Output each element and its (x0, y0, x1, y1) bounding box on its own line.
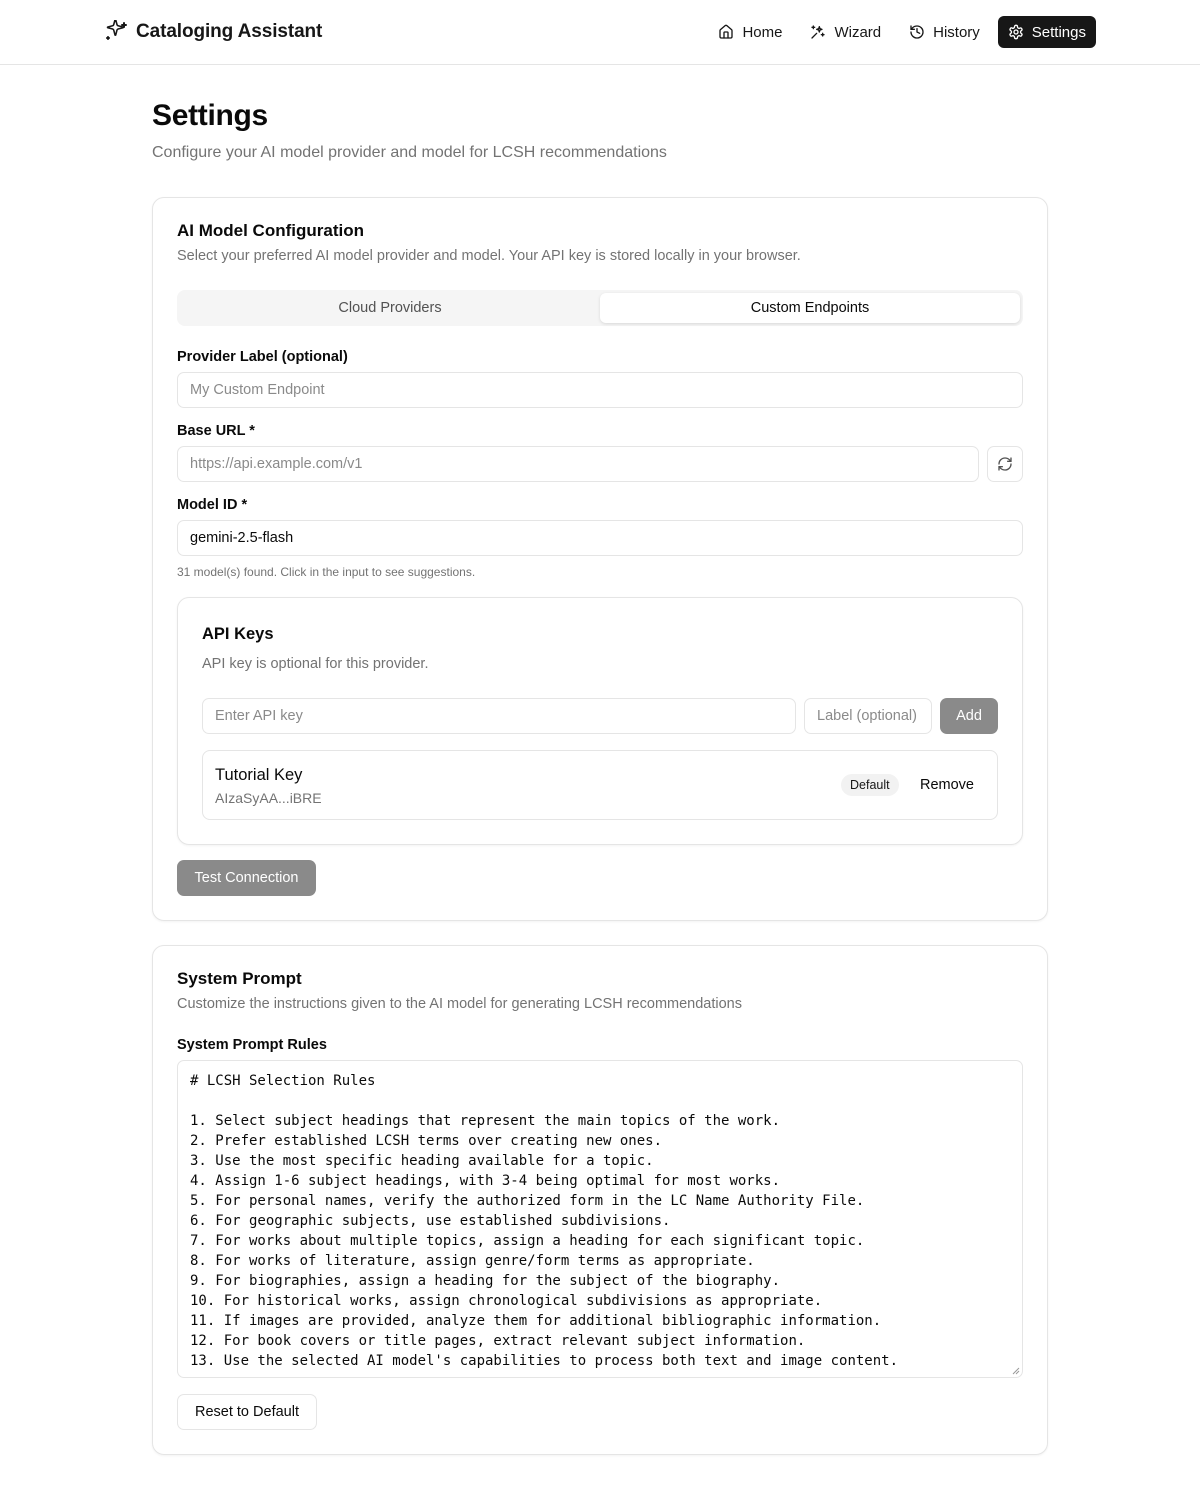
page-subtitle: Configure your AI model provider and model for LCSH recommendations (152, 144, 667, 161)
system-prompt-textarea[interactable] (177, 1060, 1023, 1378)
provider-label-label: Provider Label (optional) (177, 349, 348, 365)
nav-wizard-label: Wizard (834, 23, 882, 41)
api-keys-panel (177, 597, 1023, 845)
refresh-models-button[interactable] (987, 446, 1023, 482)
tab-custom-endpoints[interactable]: Custom Endpoints (600, 293, 1020, 323)
prompt-line: 5. For personal names, verify the authorized form in the LC Name Authority File. (190, 1193, 865, 1209)
prompt-line (190, 1091, 1010, 1111)
system-prompt-description: Customize the instructions given to the AI model for generating LCSH recommendations (177, 996, 742, 1012)
base-url-placeholder: https://api.example.com/v1 (190, 456, 363, 472)
prompt-line: 1. Select subject headings that represent the main topics of the work. (190, 1113, 781, 1129)
nav-settings-label: Settings (1031, 23, 1086, 41)
model-config-description: Select your preferred AI model provider and model. Your API key is stored locally in your browser. (177, 248, 801, 264)
test-connection-button[interactable]: Test Connection (177, 860, 316, 896)
prompt-line: 11. If images are provided, analyze them for additional bibliographic information. (190, 1313, 882, 1329)
api-key-label-input[interactable] (804, 698, 932, 734)
prompt-line: 4. Assign 1-6 subject headings, with 3-4 being optimal for most works. (190, 1173, 781, 1189)
prompt-line: 2. Prefer established LCSH terms over creating new ones. (190, 1133, 663, 1149)
prompt-line: 7. For works about multiple topics, assign a heading for each significant topic. (190, 1233, 865, 1249)
app-title: Cataloging Assistant (136, 21, 323, 42)
model-id-hint: 31 model(s) found. Click in the input to see suggestions. (177, 565, 476, 579)
resize-handle-icon[interactable] (1012, 1367, 1020, 1375)
add-key-button[interactable]: Add (940, 698, 998, 734)
wand-sparkles-icon (810, 24, 826, 40)
nav-settings[interactable] (998, 16, 1096, 48)
remove-key-button[interactable]: Remove (920, 777, 974, 793)
api-key-label-placeholder: Label (optional) (817, 708, 917, 724)
page-title: Settings (152, 99, 268, 132)
default-badge: Default (841, 774, 899, 796)
prompt-line: 12. For book covers or title pages, extract relevant subject information. (190, 1333, 806, 1349)
model-id-value: gemini-2.5-flash (190, 530, 294, 546)
api-keys-description: API key is optional for this provider. (202, 656, 429, 672)
system-prompt-rules-label: System Prompt Rules (177, 1037, 327, 1053)
api-key-placeholder: Enter API key (215, 708, 303, 724)
home-icon (718, 24, 734, 40)
prompt-line: 6. For geographic subjects, use established subdivisions. (190, 1213, 671, 1229)
model-config-card (152, 197, 1048, 921)
page-header (152, 96, 1048, 162)
api-key-input[interactable] (202, 698, 796, 734)
prompt-line: 10. For historical works, assign chronological subdivisions as appropriate. (190, 1293, 823, 1309)
nav-home[interactable] (708, 16, 792, 48)
base-url-label: Base URL * (177, 423, 255, 439)
top-bar (0, 0, 1200, 65)
prompt-line: 8. For works of literature, assign genre/form terms as appropriate. (190, 1253, 755, 1269)
reset-to-default-button[interactable]: Reset to Default (177, 1394, 317, 1430)
tab-cloud-providers[interactable]: Cloud Providers (338, 300, 442, 316)
refresh-icon (997, 456, 1013, 472)
model-id-label: Model ID * (177, 497, 248, 513)
base-url-input[interactable] (177, 446, 979, 482)
brand[interactable] (104, 19, 322, 45)
prompt-line: # LCSH Selection Rules (190, 1073, 376, 1089)
history-icon (909, 24, 925, 40)
api-keys-title: API Keys (202, 625, 274, 643)
prompt-line: 13. Use the selected AI model's capabilities to process both text and image content. (190, 1353, 899, 1369)
nav-wizard[interactable] (800, 16, 891, 48)
nav-home-label: Home (742, 23, 783, 41)
nav-history-label: History (933, 23, 980, 41)
api-key-masked-value: AIzaSyAA...iBRE (215, 790, 322, 806)
model-id-input[interactable] (177, 520, 1023, 556)
provider-tabs (177, 290, 1023, 326)
nav-history[interactable] (899, 16, 990, 48)
gear-icon (1008, 24, 1024, 40)
prompt-line: 9. For biographies, assign a heading for the subject of the biography. (190, 1273, 781, 1289)
sparkles-icon (104, 20, 128, 44)
system-prompt-title: System Prompt (177, 969, 302, 988)
provider-label-placeholder: My Custom Endpoint (190, 382, 325, 398)
api-key-name: Tutorial Key (215, 766, 303, 784)
main-nav (708, 16, 1096, 48)
provider-label-input[interactable] (177, 372, 1023, 408)
system-prompt-card (152, 945, 1048, 1455)
api-key-row (202, 750, 998, 820)
model-config-title: AI Model Configuration (177, 221, 364, 240)
prompt-line: 3. Use the most specific heading available for a topic. (190, 1153, 654, 1169)
